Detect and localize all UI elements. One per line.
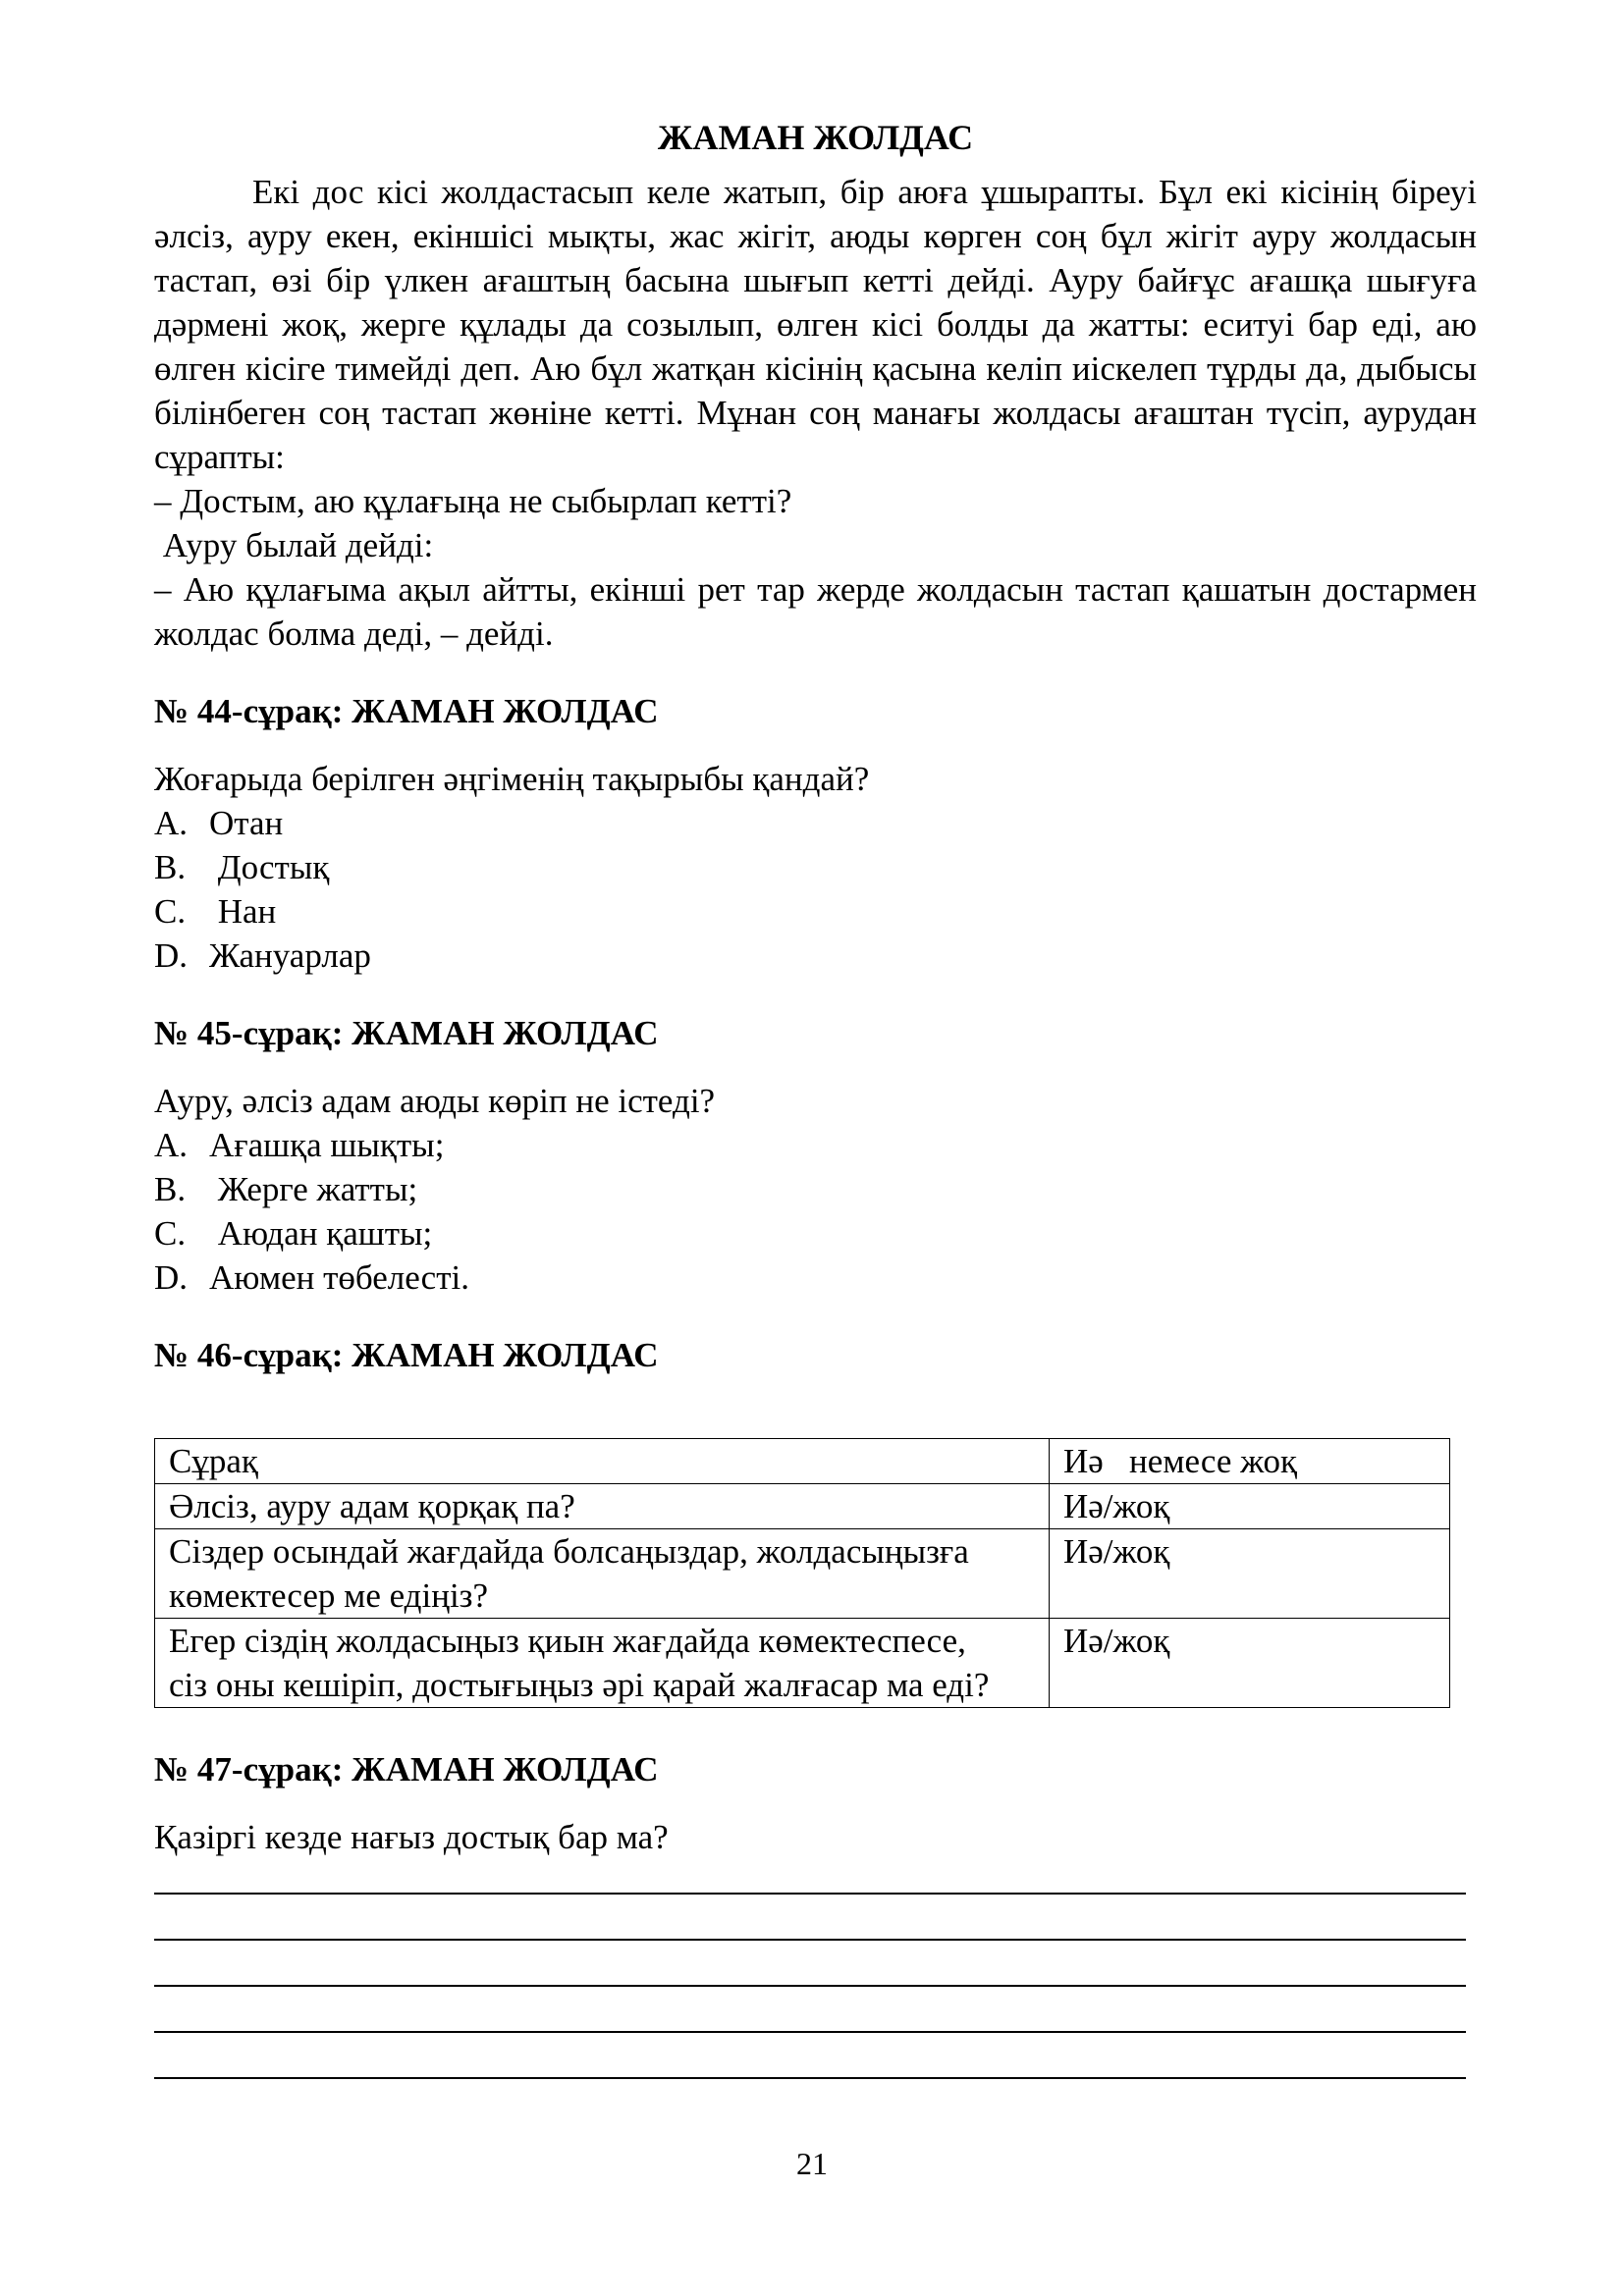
story-dialog-line: – Аю құлағыма ақыл айтты, екінші рет тар жерде жолдасын тастап қашатын достармен жолдас болма деді, – дейді.	[154, 570, 1477, 653]
table-row	[155, 1484, 1450, 1529]
table-row	[155, 1529, 1450, 1619]
story-dialog-line: Ауру былай дейді:	[154, 526, 434, 564]
option-text: Достық	[209, 848, 330, 886]
table-cell-answer[interactable]: Иә/жоқ	[1050, 1529, 1450, 1619]
table-cell-question: Әлсіз, ауру адам қорқақ па?	[155, 1484, 1050, 1529]
table-header-question: Сұрақ	[155, 1439, 1050, 1484]
table-cell-question: Егер сіздің жолдасыңыз қиын жағдайда көмектеспесе, сіз оны кешіріп, достығыңыз әрі қарай жалғасар ма еді?	[155, 1619, 1050, 1708]
story-dialog-line: – Достым, аю құлағыңа не сыбырлап кетті?	[154, 482, 792, 520]
story-title: ЖАМАН ЖОЛДАС	[657, 118, 974, 157]
answer-option[interactable]	[154, 1123, 1477, 1167]
answer-line[interactable]	[154, 1863, 1466, 1895]
answer-line[interactable]	[154, 1895, 1466, 1941]
option-text: Отан	[209, 804, 284, 842]
answer-lines[interactable]	[154, 1863, 1477, 2079]
yes-no-table	[154, 1438, 1450, 1708]
option-letter: B.	[154, 848, 187, 886]
story-paragraph: Екі дос кісі жолдастасып келе жатып, бір аюға ұшырапты. Бұл екі кісінің біреуі әлсіз, ауру екен, екіншісі мықты, жас жігіт, аюды көрген соң бұл жігіт ауру жолдасын тастап, өзі бір үлкен ағаштың басына шығып кетті дейді. Ауру байғұс ағашқа шығуға дәрмені жоқ, жерге құлады да созылып, өлген кісі болды да жатты: еситуі бар еді, аю өлген кісіге тимейді деп. Аю бұл жатқан кісінің қасына келіп иіскелеп тұрды да, дыбысы білінбеген соң тастап жөніне кетті. Мұнан соң манағы жолдасы ағаштан түсіп, аурудан сұрапты:	[154, 173, 1477, 476]
answer-option[interactable]	[154, 934, 1477, 978]
answer-option[interactable]	[154, 1211, 1477, 1255]
document-page	[154, 116, 1477, 2079]
table-cell-answer[interactable]: Иә/жоқ	[1050, 1619, 1450, 1708]
option-letter: D.	[154, 1258, 189, 1297]
answer-line[interactable]	[154, 1941, 1466, 1987]
option-letter: C.	[154, 892, 187, 931]
answer-option[interactable]	[154, 801, 1477, 845]
option-text: Жануарлар	[209, 936, 371, 975]
question-44-text: Жоғарыда берілген әңгіменің тақырыбы қандай?	[154, 760, 870, 798]
option-letter: A.	[154, 1126, 189, 1164]
table-cell-answer[interactable]: Иә/жоқ	[1050, 1484, 1450, 1529]
question-44-options	[154, 801, 1477, 978]
option-text: Аюдан қашты;	[209, 1214, 433, 1253]
option-letter: D.	[154, 936, 189, 975]
question-47-text: Қазіргі кезде нағыз достық бар ма?	[154, 1818, 669, 1856]
answer-line[interactable]	[154, 1987, 1466, 2033]
option-letter: A.	[154, 804, 189, 842]
question-47-heading: № 47-сұрақ: ЖАМАН ЖОЛДАС	[154, 1750, 659, 1789]
option-letter: C.	[154, 1214, 187, 1253]
question-45-heading: № 45-сұрақ: ЖАМАН ЖОЛДАС	[154, 1014, 659, 1052]
option-text: Аюмен төбелесті.	[209, 1258, 469, 1297]
table-cell-question: Сіздер осындай жағдайда болсаңыздар, жолдасыңызға көмектесер ме едіңіз?	[155, 1529, 1050, 1619]
answer-option[interactable]	[154, 889, 1477, 934]
question-44-heading: № 44-сұрақ: ЖАМАН ЖОЛДАС	[154, 692, 659, 730]
question-45-text: Ауру, әлсіз адам аюды көріп не істеді?	[154, 1082, 716, 1120]
question-45-options	[154, 1123, 1477, 1300]
option-text: Ағашқа шықты;	[209, 1126, 445, 1164]
answer-option[interactable]	[154, 1167, 1477, 1211]
answer-line[interactable]	[154, 2033, 1466, 2079]
question-46-heading: № 46-сұрақ: ЖАМАН ЖОЛДАС	[154, 1336, 659, 1374]
option-letter: B.	[154, 1170, 187, 1208]
table-header-row	[155, 1439, 1450, 1484]
page-number: 21	[796, 2146, 828, 2181]
option-text: Жерге жатты;	[209, 1170, 418, 1208]
table-header-answer: Иә немесе жоқ	[1050, 1439, 1450, 1484]
option-text: Нан	[209, 892, 277, 931]
answer-option[interactable]	[154, 845, 1477, 889]
table-row	[155, 1619, 1450, 1708]
answer-option[interactable]	[154, 1255, 1477, 1300]
